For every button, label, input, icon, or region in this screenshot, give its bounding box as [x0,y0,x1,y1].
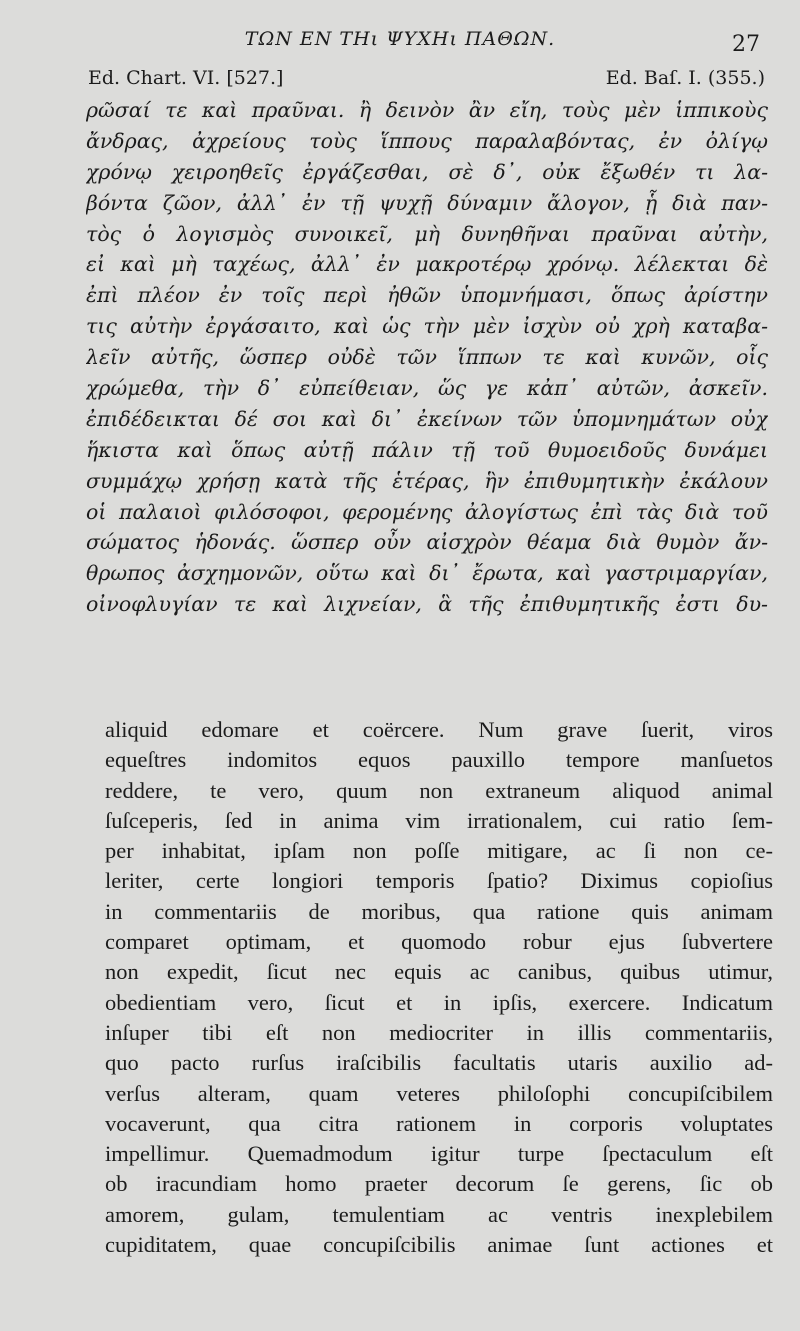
running-title: ΤΩΝ ΕΝ ΤΗι ΨΥΧΗι ΠΑΘΩΝ. [244,28,556,50]
latin-line: cupiditatem, quae concupiſcibilis animae ſunt actiones et [105,1232,773,1258]
latin-line: quo pacto rurſus iraſcibilis facultatis utaris auxilio ad- [105,1050,773,1076]
latin-line: leriter, certe longiori temporis ſpatio? Diximus copioſius [105,868,773,894]
latin-line: vocaverunt, qua citra rationem in corporis voluptates [105,1110,773,1136]
latin-line: equeſtres indomitos equos pauxillo tempore manſuetos [105,747,773,773]
greek-line: βόντα ζῶον, ἀλλ᾽ ἐν τῇ ψυχῇ δύναμιν ἄλογον, ᾗ διὰ παν- [86,190,768,215]
greek-line: θρωπος ἀσχημονῶν, οὕτω καὶ δι᾽ ἔρωτα, καὶ γαστριμαργίαν, [86,561,768,586]
greek-line: τις αὐτὴν ἐργάσαιτο, καὶ ὡς τὴν μὲν ἰσχὺν οὐ χρὴ καταβα- [86,314,768,339]
greek-line: σώματος ἡδονάς. ὥσπερ οὖν αἰσχρὸν θέαμα διὰ θυμὸν ἄν- [86,530,768,555]
greek-line: ἥκιστα καὶ ὅπως αὐτῇ πάλιν τῇ τοῦ θυμοειδοῦς δυνάμει [86,437,768,462]
latin-line: impellimur. Quemadmodum igitur turpe ſpectaculum eſt [105,1141,773,1167]
latin-line: comparet optimam, et quomodo robur ejus ſubvertere [105,929,773,955]
latin-line: per inhabitat, ipſam non poſſe mitigare, ac ſi non ce- [105,838,773,864]
latin-line: verſus alteram, quam veteres philoſophi concupiſcibilem [105,1080,773,1106]
edition-reference-right: Ed. Baſ. I. (355.) [605,67,765,89]
greek-line: ἐπιδέδεικται δέ σοι καὶ δι᾽ ἐκείνων τῶν ὑπομνημάτων οὐχ [86,406,768,431]
greek-line: οἱ παλαιοὶ φιλόσοφοι, φερομένης ἀλογίστως ἐπὶ τὰς διὰ τοῦ [86,499,768,524]
greek-line: εἰ καὶ μὴ ταχέως, ἀλλ᾽ ἐν μακροτέρῳ χρόνῳ. λέλεκται δὲ [86,252,768,277]
greek-line: ἐπὶ πλέον ἐν τοῖς περὶ ἠθῶν ὑπομνήμασι, ὅπως ἀρίστην [86,283,768,308]
greek-line: λεῖν αὐτῆς, ὥσπερ οὐδὲ τῶν ἵππων τε καὶ κυνῶν, οἷς [86,345,768,370]
edition-reference-left: Ed. Chart. VI. [527.] [88,67,284,89]
greek-line: τὸς ὁ λογισμὸς συνοικεῖ, μὴ δυνηθῆναι πραῦναι αὐτὴν, [86,221,768,246]
latin-line: reddere, te vero, quum non extraneum aliquod animal [105,777,773,803]
greek-line: χρόνῳ χειροηθεῖς ἐργάζεσθαι, σὲ δ᾽, οὐκ ἔξωθέν τι λα- [86,159,768,184]
page-number: 27 [732,32,760,57]
latin-line: inſuper tibi eſt non mediocriter in illis commentariis, [105,1019,773,1045]
greek-line: συμμάχῳ χρήσῃ κατὰ τῆς ἑτέρας, ἣν ἐπιθυμητικὴν ἐκάλουν [86,468,768,493]
latin-line: ob iracundiam homo praeter decorum ſe gerens, ſic ob [105,1171,773,1197]
latin-text-block [105,715,773,1260]
greek-line: ρῶσαί τε καὶ πραῦναι. ἢ δεινὸν ἂν εἴη, τοὺς μὲν ἱππικοὺς [86,98,768,122]
greek-line: ἄνδρας, ἀχρείους τοὺς ἵππους παραλαβόντας, ἐν ὀλίγῳ [86,128,768,153]
latin-line: ſuſceperis, ſed in anima vim irrationalem, cui ratio ſem- [105,807,773,833]
greek-text-block [86,95,768,620]
latin-line: amorem, gulam, temulentiam ac ventris inexplebilem [105,1201,773,1227]
greek-line: χρώμεθα, τὴν δ᾽ εὐπείθειαν, ὥς γε κἀπ᾽ αὐτῶν, ἀσκεῖν. [86,376,768,401]
greek-line: οἰνοφλυγίαν τε καὶ λιχνείαν, ἃ τῆς ἐπιθυμητικῆς ἐστι δυ- [86,592,768,617]
latin-line: obedientiam vero, ſicut et in ipſis, exercere. Indicatum [105,989,773,1015]
latin-line: in commentariis de moribus, qua ratione quis animam [105,898,773,924]
latin-line: non expedit, ſicut nec equis ac canibus, quibus utimur, [105,959,773,985]
latin-line: aliquid edomare et coërcere. Num grave ſuerit, viros [105,717,773,742]
